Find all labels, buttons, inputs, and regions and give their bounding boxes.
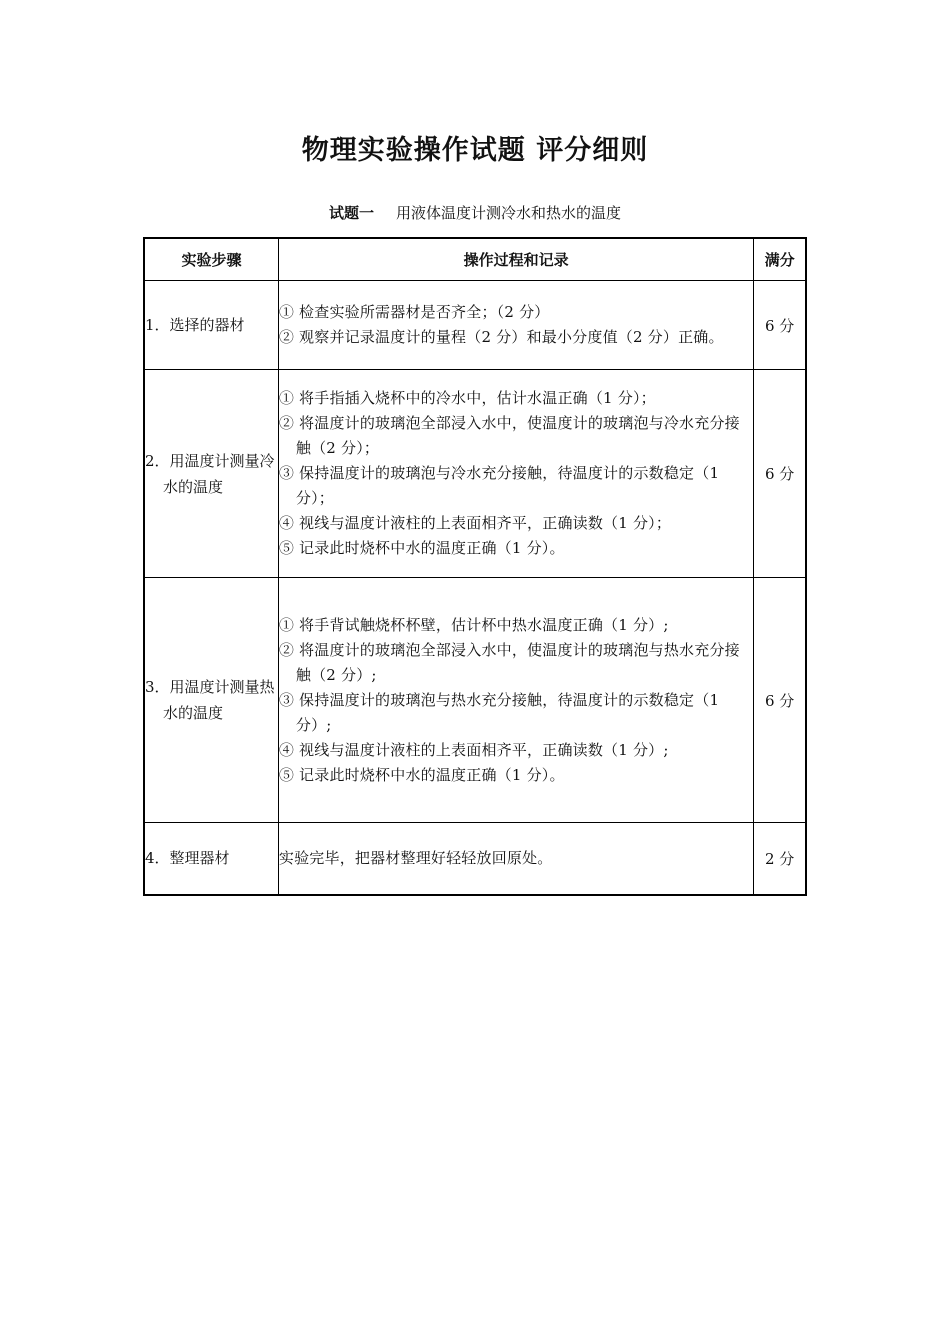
process-item: ② 将温度计的玻璃泡全部浸入水中，使温度计的玻璃泡与冷水充分接触（2 分）； [278, 414, 740, 457]
question-text: 用液体温度计测冷水和热水的温度 [396, 204, 622, 222]
process-item: ⑤ 记录此时烧杯中水的温度正确（1 分）。 [278, 539, 565, 557]
score-cell: 6 分 [754, 281, 806, 370]
header-step: 实验步骤 [144, 238, 278, 281]
scoring-table [143, 237, 807, 896]
header-process: 操作过程和记录 [278, 238, 753, 281]
step-cell [144, 370, 278, 578]
score-cell: 6 分 [754, 578, 806, 823]
process-cell [278, 281, 753, 370]
process-item: ① 将手指插入烧杯中的冷水中，估计水温正确（1 分）； [278, 389, 656, 407]
process-item: ② 将温度计的玻璃泡全部浸入水中，使温度计的玻璃泡与热水充分接触（2 分）; [278, 640, 740, 684]
process-item: ④ 视线与温度计液柱的上表面相齐平，正确读数（1 分）； [278, 514, 672, 532]
table-row [144, 370, 806, 578]
process-item: 实验完毕，把器材整理好轻轻放回原处。 [278, 848, 553, 867]
process-item: ① 检查实验所需器材是否齐全；（2 分） [278, 303, 550, 321]
step-cell [144, 578, 278, 823]
score-cell: 2 分 [754, 823, 806, 895]
table-row [144, 281, 806, 370]
process-item: ④ 视线与温度计液柱的上表面相齐平，正确读数（1 分）; [278, 740, 669, 759]
step-label: 3．用温度计测量热水的温度 [145, 678, 275, 722]
step-label: 4．整理器材 [145, 849, 230, 868]
question-label: 试题一 [328, 204, 374, 222]
process-item: ⑤ 记录此时烧杯中水的温度正确（1 分）。 [278, 765, 565, 784]
step-label: 1．选择的器材 [145, 316, 245, 334]
step-cell [144, 823, 278, 895]
process-item: ③ 保持温度计的玻璃泡与热水充分接触，待温度计的示数稳定（1 分）; [278, 690, 720, 734]
process-item: ① 将手背试触烧杯杯壁，估计杯中热水温度正确（1 分）; [278, 615, 669, 634]
step-label: 2．用温度计测量冷水的温度 [145, 451, 275, 496]
table-header-row [144, 238, 806, 281]
table-row [144, 823, 806, 895]
table-row [144, 578, 806, 823]
question-subtitle [0, 202, 950, 223]
header-score: 满分 [754, 238, 806, 281]
process-cell [278, 370, 753, 578]
process-cell [278, 578, 753, 823]
process-item: ③ 保持温度计的玻璃泡与冷水充分接触，待温度计的示数稳定（1 分）； [278, 464, 720, 507]
step-cell [144, 281, 278, 370]
process-item: ② 观察并记录温度计的量程（2 分）和最小分度值（2 分）正确。 [278, 328, 724, 346]
score-cell: 6 分 [754, 370, 806, 578]
page-title: 物理实验操作试题 评分细则 [301, 135, 649, 166]
process-cell [278, 823, 753, 895]
